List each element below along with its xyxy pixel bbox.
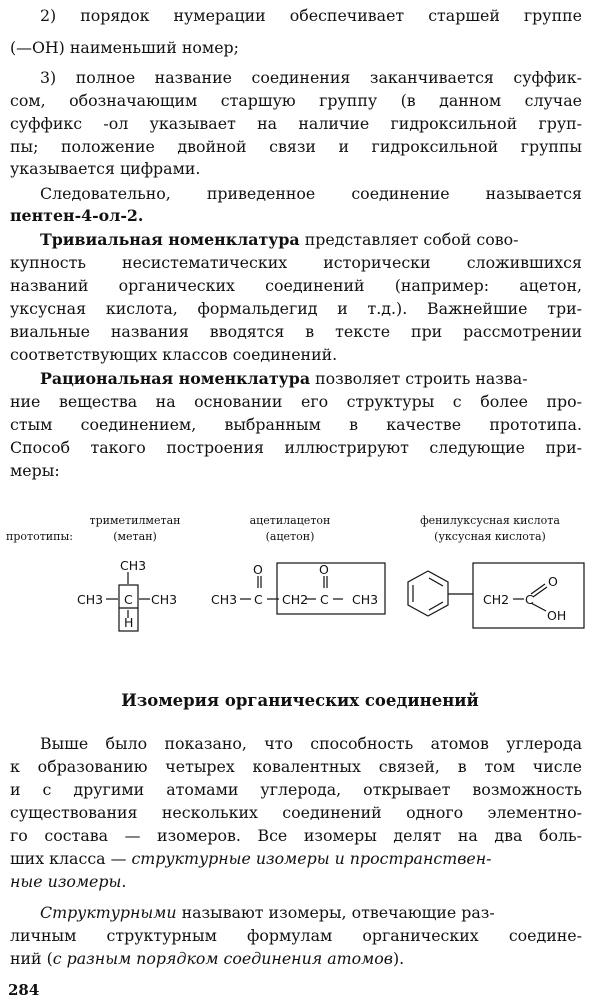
- text-line: пы; положение двойной связи и гидроксильной группы: [10, 137, 582, 156]
- text-line: 3) полное название соединения заканчивается суффик-: [40, 68, 582, 87]
- text-line: меры:: [10, 461, 60, 480]
- text-line: сом, обозначающим старшую группу (в данном случае: [10, 91, 582, 110]
- m2-ch2: CH2: [282, 592, 309, 607]
- paragraph-structural-first: Структурными называют изомеры, отвечающие раз-: [40, 903, 495, 922]
- italic-phrase: ные изомеры: [10, 872, 122, 891]
- example-1-name: триметилметан: [89, 514, 181, 527]
- m3-hydroxyl-oh: OH: [547, 608, 567, 623]
- term-trivial: Тривиальная номенклатура: [40, 230, 300, 249]
- italic-phrase: с разным порядком соединения атомов: [52, 949, 393, 968]
- text-line: Выше было показано, что способность атомов углерода: [40, 734, 582, 753]
- term-rational: Рациональная номенклатура: [40, 369, 311, 388]
- text-line: Следовательно, приведенное соединение называется: [40, 184, 582, 203]
- text-line: го состава — изомеров. Все изомеры делят на два боль-: [10, 826, 582, 845]
- text-line: ний (с разным порядком соединения атомов).: [10, 949, 405, 968]
- text-line: стым соединением, выбранным в качестве прототипа.: [10, 415, 582, 434]
- term-structural: Структурными: [40, 903, 177, 922]
- text-line: купность несистематических исторически сложившихся: [10, 253, 582, 272]
- example-3-name: фенилуксусная кислота: [420, 514, 560, 527]
- text-line: ние вещества на основании его структуры с более про-: [10, 392, 582, 411]
- text-line: (—OH) наименьший номер;: [10, 38, 239, 57]
- example-3-prototype: (уксусная кислота): [434, 530, 546, 543]
- example-2-prototype: (ацетон): [265, 530, 315, 543]
- paragraph-trivial-first: Тривиальная номенклатура представляет собой сово-: [40, 230, 519, 249]
- m1-top-ch3: CH3: [120, 558, 147, 573]
- text-line: 2) порядок нумерации обеспечивает старшей группе: [40, 6, 582, 25]
- m2-carbonyl-c1: C: [254, 592, 263, 607]
- paragraph-rational-first: Рациональная номенклатура позволяет строить назва-: [40, 369, 528, 388]
- text-line: виальные названия вводятся в тексте при рассмотрении: [10, 322, 582, 341]
- text-line: соответствующих классов соединений.: [10, 345, 338, 364]
- text-line: уксусная кислота, формальдегид и т.д.). Важнейшие три-: [10, 299, 582, 318]
- text-line: указывается цифрами.: [10, 159, 201, 178]
- text-line: суффикс -ол указывает на наличие гидроксильной груп-: [10, 114, 582, 133]
- text-line: и с другими атомами углерода, открывает возможность: [10, 780, 582, 799]
- text-line: ших класса — структурные изомеры и пространствен-: [10, 849, 492, 868]
- example-2-name: ацетилацетон: [249, 514, 331, 527]
- text-line: названий органических соединений (например: ацетон,: [10, 276, 582, 295]
- m1-center-c: C: [124, 592, 133, 607]
- page-number: 284: [8, 981, 40, 999]
- text-line: Способ такого построения иллюстрируют следующие при-: [10, 438, 582, 457]
- prototypes-label: прототипы:: [6, 530, 73, 543]
- italic-phrase: структурные изомеры и пространствен-: [131, 849, 492, 868]
- m2-right-ch3: CH3: [352, 592, 379, 607]
- compound-name: пентен-4-ол-2.: [10, 206, 144, 225]
- text-line: существования нескольких соединений одного элементно-: [10, 803, 582, 822]
- m3-carboxyl-c: C: [525, 592, 534, 607]
- m1-right-ch3: CH3: [151, 592, 178, 607]
- section-title: Изомерия органических соединений: [121, 691, 479, 710]
- m1-bottom-h: H: [124, 615, 134, 630]
- example-1-prototype: (метан): [113, 530, 157, 543]
- m3-ch2: CH2: [483, 592, 510, 607]
- m2-oxygen-2: O: [319, 562, 329, 577]
- text-line: к образованию четырех ковалентных связей, в том числе: [10, 757, 582, 776]
- text-line: личным структурным формулам органических соедине-: [10, 926, 582, 945]
- structures-figure: [0, 548, 600, 638]
- text-line: ные изомеры.: [10, 872, 127, 891]
- m3-carboxyl-o: O: [548, 574, 558, 589]
- m1-left-ch3: CH3: [77, 592, 104, 607]
- m2-left-ch3: CH3: [211, 592, 238, 607]
- m2-carbonyl-c2: C: [320, 592, 329, 607]
- m2-oxygen-1: O: [253, 562, 263, 577]
